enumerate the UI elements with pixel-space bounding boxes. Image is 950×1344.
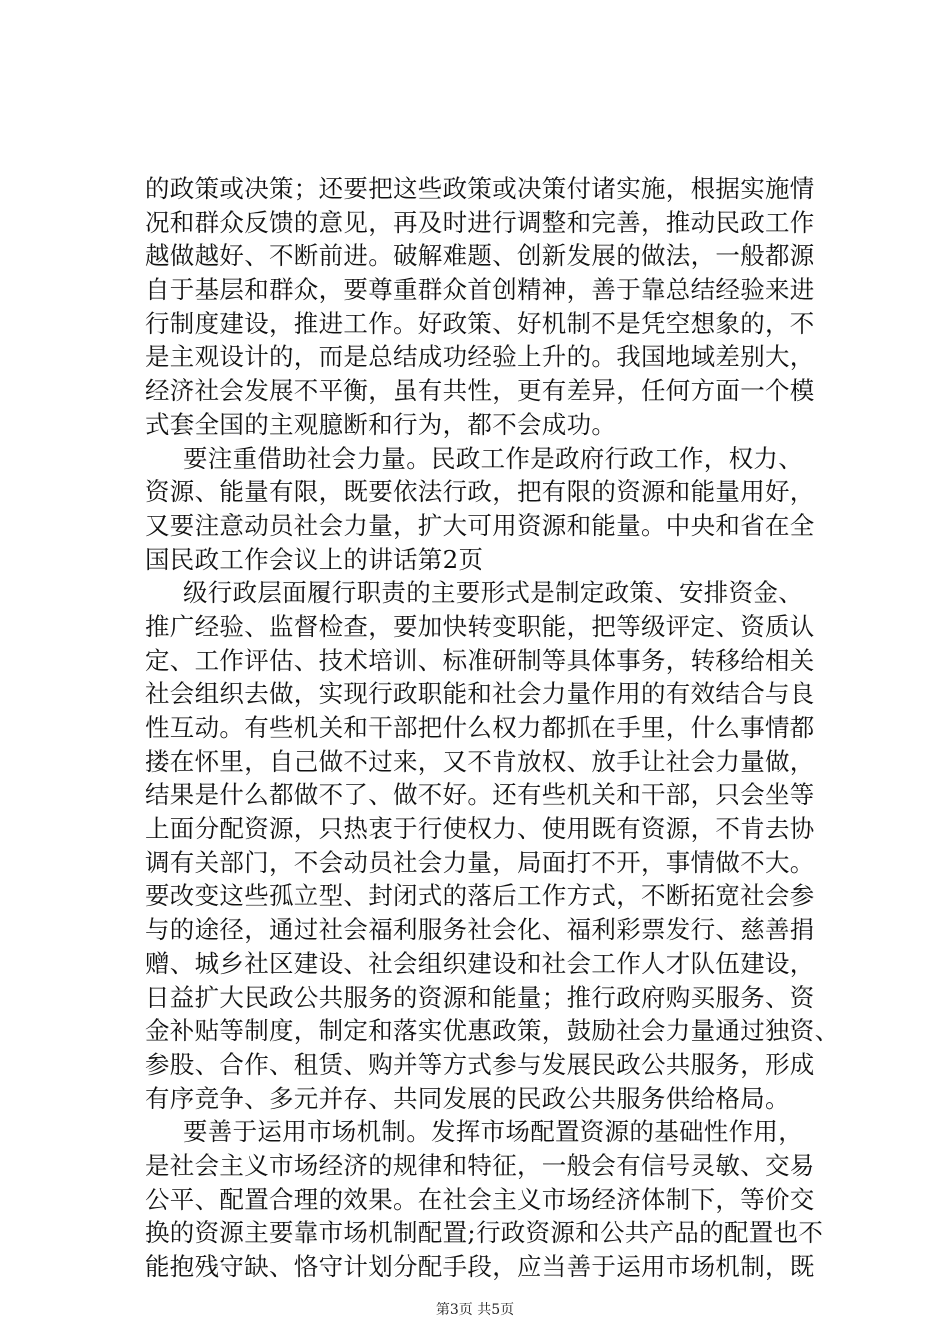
text-line: 换的资源主要靠市场机制配置;行政资源和公共产品的配置也不	[145, 1218, 824, 1248]
text-line: 行制度建设，推进工作。好政策、好机制不是凭空想象的，不	[145, 308, 815, 338]
text-line: 又要注意动员社会力量，扩大可用资源和能量。中央和省在全	[145, 510, 815, 540]
text-line: 是主观设计的，而是总结成功经验上升的。我国地域差别大，	[145, 342, 815, 372]
text-line: 日益扩大民政公共服务的资源和能量；推行政府购买服务、资	[145, 982, 815, 1012]
text-line: 性互动。有些机关和干部把什么权力都抓在手里，什么事情都	[145, 713, 815, 742]
text-line: 式套全国的主观臆断和行为，都不会成功。	[145, 409, 617, 439]
text-line: 国民政工作会议上的讲话第2页	[145, 544, 484, 574]
text-line: 是社会主义市场经济的规律和特征，一般会有信号灵敏、交易	[145, 1150, 815, 1180]
paragraph-start-line: 要善于运用市场机制。发挥市场配置资源的基础性作用，	[183, 1117, 803, 1147]
text-line: 结果是什么都做不了、做不好。还有些机关和干部，只会坐等	[145, 780, 815, 810]
text-line: 推广经验、监督检查，要加快转变职能，把等级评定、资质认	[145, 611, 815, 641]
text-line: 况和群众反馈的意见，再及时进行调整和完善，推动民政工作	[145, 207, 815, 237]
text-line: 金补贴等制度，制定和落实优惠政策，鼓励社会力量通过独资、	[145, 1016, 840, 1046]
text-line: 搂在怀里，自己做不过来，又不肯放权、放手让社会力量做，	[145, 746, 815, 776]
text-line: 要改变这些孤立型、封闭式的落后工作方式，不断拓宽社会参	[145, 881, 815, 911]
page-number-footer: 第3页 共5页	[435, 1302, 515, 1318]
text-line: 上面分配资源，只热衷于行使权力、使用既有资源，不肯去协	[145, 814, 815, 844]
text-line: 能抱残守缺、恪守计划分配手段，应当善于运用市场机制，既	[145, 1252, 815, 1281]
text-line: 社会组织去做，实现行政职能和社会力量作用的有效结合与良	[145, 679, 815, 709]
text-line: 有序竞争、多元并存、共同发展的民政公共服务供给格局。	[145, 1083, 790, 1113]
paragraph-start-line: 级行政层面履行职责的主要形式是制定政策、安排资金、	[183, 578, 803, 608]
text-line: 经济社会发展不平衡，虽有共性，更有差异，任何方面一个模	[145, 376, 815, 406]
text-line: 资源、能量有限，既要依法行政，把有限的资源和能量用好，	[145, 477, 815, 507]
text-line: 定、工作评估、技术培训、标准研制等具体事务，转移给相关	[145, 645, 815, 675]
text-line: 公平、配置合理的效果。在社会主义市场经济体制下，等价交	[145, 1184, 815, 1214]
body-text	[145, 172, 845, 1284]
text-line: 自于基层和群众，要尊重群众首创精神，善于靠总结经验来进	[145, 275, 815, 305]
paragraph-start-line: 要注重借助社会力量。民政工作是政府行政工作，权力、	[183, 443, 803, 473]
text-line: 调有关部门，不会动员社会力量，局面打不开，事情做不大。	[145, 847, 815, 877]
text-line: 的政策或决策；还要把这些政策或决策付诸实施，根据实施情	[145, 174, 815, 203]
text-line: 与的途径，通过社会福利服务社会化、福利彩票发行、慈善捐	[145, 915, 815, 945]
text-line: 参股、合作、租赁、购并等方式参与发展民政公共服务，形成	[145, 1049, 815, 1079]
text-line: 越做越好、不断前进。破解难题、创新发展的做法，一般都源	[145, 241, 815, 271]
text-line: 赠、城乡社区建设、社会组织建设和社会工作人才队伍建设，	[145, 948, 815, 978]
